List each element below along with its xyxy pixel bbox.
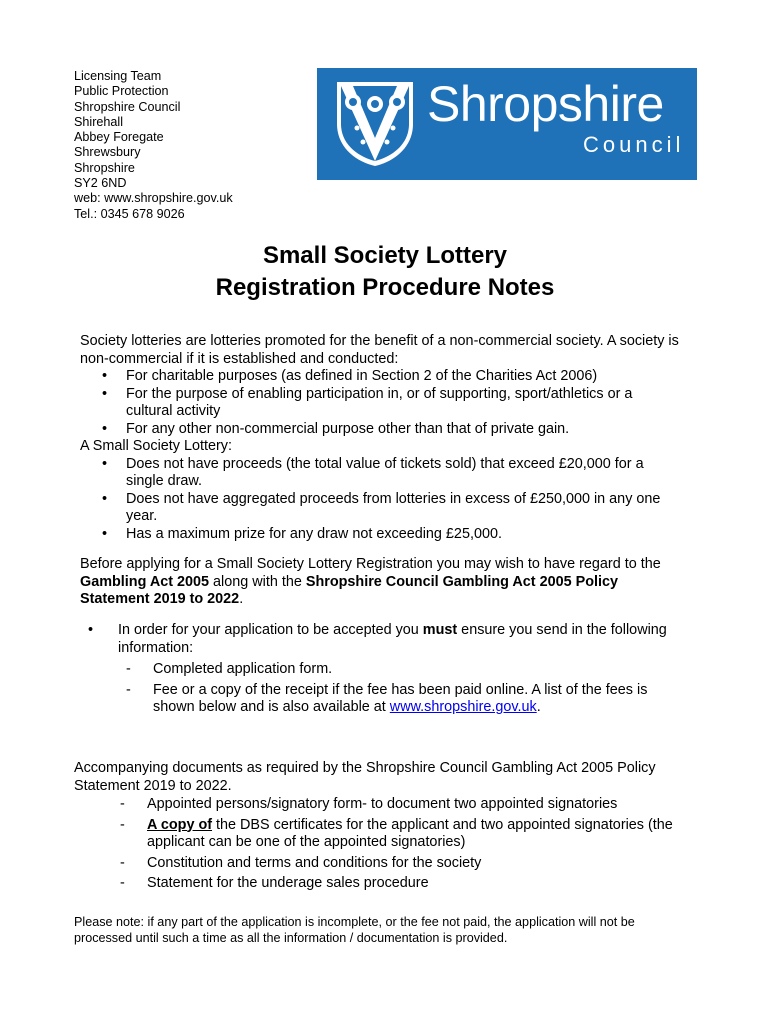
accompanying-lead: Accompanying documents as required by the Shropshire Council Gambling Act 2005 Policy Statement 2019 to 2022. bbox=[74, 760, 656, 794]
dash-icon: - bbox=[120, 796, 125, 812]
intro-lead: Society lotteries are lotteries promoted for the benefit of a non-commercial society. A society is non-commercial if it is established and conducted: bbox=[80, 333, 679, 367]
requirements-list bbox=[80, 661, 680, 717]
list-item: - Appointed persons/signatory form- to document two appointed signatories bbox=[120, 796, 618, 812]
dash-icon: - bbox=[120, 854, 125, 871]
small-lottery-heading: A Small Society Lottery: bbox=[80, 438, 232, 454]
council-crest-icon bbox=[335, 80, 415, 168]
purposes-list bbox=[80, 368, 680, 438]
list-item: - Completed application form. bbox=[126, 661, 333, 677]
documents-list bbox=[74, 796, 694, 893]
dash-icon: - bbox=[120, 816, 125, 833]
regard-paragraph: Before applying for a Small Society Lottery Registration you may wish to have regard to the Gambling Act 2005 along with the Shropshire Council Gambling Act 2005 Policy Statement 2019 to 2022. bbox=[80, 556, 661, 607]
note-paragraph: Please note: if any part of the application is incomplete, or the fee not paid, the application will not be processed until such a time as all the information / documentation is provided. bbox=[74, 915, 635, 945]
address-line: Shropshire bbox=[74, 160, 135, 175]
bullet-icon: • bbox=[88, 622, 94, 638]
logo-subtitle: Council bbox=[583, 132, 685, 157]
bullet-icon: • bbox=[102, 385, 108, 402]
list-item: • For any other non-commercial purpose other than that of private gain. bbox=[102, 420, 570, 437]
policy-name: Shropshire Council Gambling Act 2005 Policy Statement 2019 to 2022 bbox=[80, 573, 618, 607]
list-item: - Fee or a copy of the receipt if the fee has been paid online. A list of the fees is shown below and is also available at www.shropshire.gov.uk. bbox=[126, 681, 648, 715]
page-title bbox=[0, 240, 770, 304]
list-item: • Does not have proceeds (the total value of tickets sold) that exceed £20,000 for a single draw. bbox=[102, 455, 644, 489]
dash-icon: - bbox=[120, 875, 125, 891]
list-item: • Has a maximum prize for any draw not exceeding £25,000. bbox=[102, 525, 502, 542]
address-line: Licensing Team bbox=[74, 69, 162, 83]
address-web: web: www.shropshire.gov.uk bbox=[74, 191, 233, 206]
bullet-icon: • bbox=[102, 490, 108, 507]
title-line-1: Small Society Lottery bbox=[262, 242, 508, 269]
small-lottery-list bbox=[80, 456, 680, 544]
requirements-lead: • In order for your application to be accepted you must ensure you send in the following information: bbox=[88, 622, 667, 656]
bullet-icon: • bbox=[102, 525, 108, 542]
bullet-icon: • bbox=[102, 455, 108, 472]
dash-icon: - bbox=[126, 681, 131, 698]
list-item: - Statement for the underage sales procedure bbox=[120, 875, 429, 891]
accompanying-section bbox=[74, 760, 694, 896]
requirements-section bbox=[80, 622, 680, 720]
address-line: Shirehall bbox=[74, 114, 124, 129]
dash-icon: - bbox=[126, 661, 131, 677]
list-item: - A copy of the DBS certificates for the applicant and two appointed signatories (the applicant can be one of the appointed signatories) bbox=[120, 816, 673, 850]
bullet-icon: • bbox=[102, 368, 108, 384]
address-block bbox=[74, 69, 233, 222]
title-line-2: Registration Procedure Notes bbox=[215, 274, 555, 301]
address-line: Abbey Foregate bbox=[74, 130, 164, 145]
list-item: • For the purpose of enabling participation in, or of supporting, sport/athletics or a cultural activity bbox=[102, 385, 633, 419]
address-line: SY2 6ND bbox=[74, 176, 127, 191]
list-item: - Constitution and terms and conditions for the society bbox=[120, 854, 482, 871]
address-phone: Tel.: 0345 678 9026 bbox=[74, 206, 185, 221]
intro-section bbox=[80, 333, 680, 543]
address-line: Public Protection bbox=[74, 84, 169, 99]
act-name: Gambling Act 2005 bbox=[80, 573, 210, 590]
logo-name: Shropshire bbox=[427, 76, 664, 132]
list-item: • For charitable purposes (as defined in Section 2 of the Charities Act 2006) bbox=[102, 368, 598, 384]
list-item: • Does not have aggregated proceeds from lotteries in excess of £250,000 in any one year. bbox=[102, 490, 661, 524]
council-logo bbox=[317, 68, 697, 180]
bullet-icon: • bbox=[102, 420, 108, 437]
website-link[interactable]: www.shropshire.gov.uk bbox=[389, 699, 537, 715]
address-line: Shropshire Council bbox=[74, 99, 181, 114]
address-line: Shrewsbury bbox=[74, 145, 141, 160]
